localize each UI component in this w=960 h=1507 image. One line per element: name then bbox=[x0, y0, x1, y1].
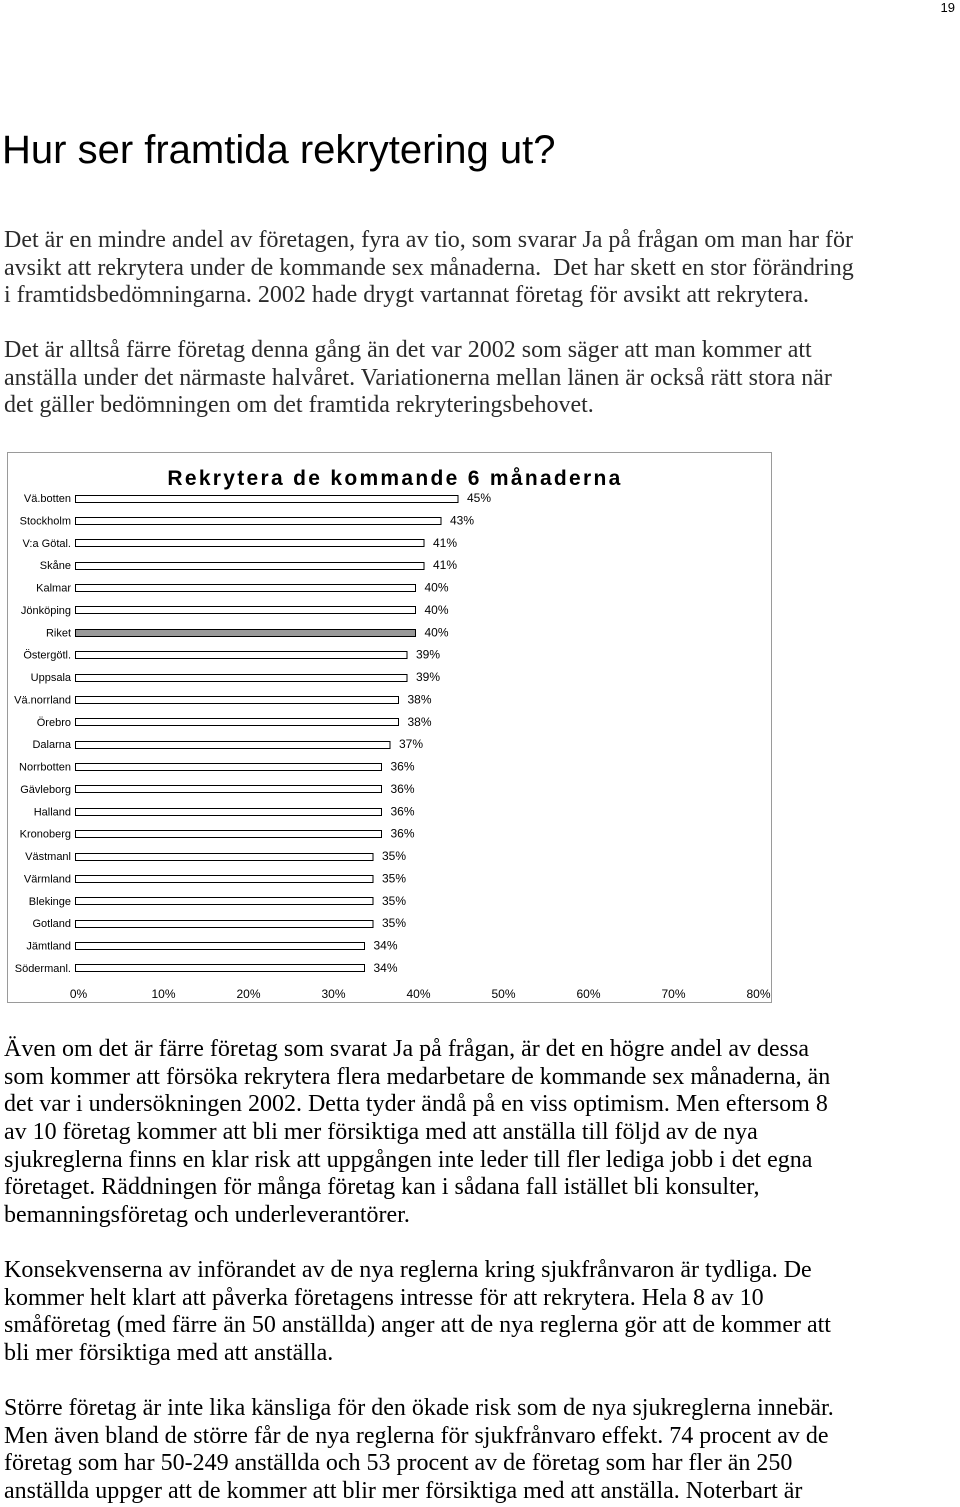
paragraph-line: Det är en mindre andel av företagen, fyra av tio, som svarar Ja på frågan om man har för bbox=[4, 227, 853, 253]
data-label: 35% bbox=[382, 893, 407, 908]
data-label: 38% bbox=[407, 692, 432, 707]
data-label: 38% bbox=[407, 714, 432, 729]
bar bbox=[76, 809, 382, 816]
bar bbox=[76, 876, 374, 883]
data-label: 40% bbox=[424, 625, 449, 640]
paragraph-line: avsikt att rekrytera under de kommande sex månaderna. Det har skett en stor förändring bbox=[4, 254, 854, 281]
bar bbox=[76, 719, 399, 726]
paragraph-line: bemanningsföretag och underleverantörer. bbox=[4, 1201, 410, 1228]
paragraph-intro-1 bbox=[4, 227, 854, 310]
bar bbox=[76, 764, 382, 771]
paragraph-line: småföretag (med färre än 50 anställda) anger att de nya reglerna gör att de kommer att bbox=[4, 1312, 831, 1339]
category-label: Riket bbox=[45, 627, 71, 640]
x-tick-label: 10% bbox=[151, 987, 176, 1001]
data-label: 36% bbox=[390, 759, 415, 774]
data-label: 36% bbox=[390, 781, 415, 796]
data-label: 35% bbox=[382, 871, 407, 886]
chart-title: Rekrytera de kommande 6 månaderna bbox=[167, 467, 623, 490]
category-label: Kronoberg bbox=[19, 828, 71, 841]
paragraph-intro-2 bbox=[4, 337, 832, 420]
data-label: 34% bbox=[373, 938, 398, 953]
data-label: 39% bbox=[416, 647, 441, 662]
category-label: Dalarna bbox=[32, 739, 71, 752]
paragraph-line: företaget. Räddningen för många företag kan i sådana fall istället bli konsulter, bbox=[4, 1174, 760, 1201]
data-label: 37% bbox=[399, 737, 424, 752]
data-label: 45% bbox=[467, 491, 492, 505]
data-label: 40% bbox=[424, 580, 449, 595]
data-label: 43% bbox=[450, 513, 475, 528]
paragraph-line: Det är alltså färre företag denna gång än det var 2002 som säger att man kommer att bbox=[4, 337, 812, 363]
category-label: Vä.botten bbox=[23, 493, 71, 505]
paragraph-5 bbox=[4, 1395, 834, 1506]
category-label: Västmanl bbox=[25, 851, 71, 864]
paragraph-line: kommer helt klart att påverka företagens intresse för att rekrytera. Hela 8 av 10 bbox=[4, 1284, 764, 1311]
category-label: Jönköping bbox=[20, 604, 71, 617]
bar bbox=[76, 831, 382, 838]
data-label: 40% bbox=[424, 602, 449, 617]
data-label: 41% bbox=[433, 558, 458, 573]
category-label: Östergötl. bbox=[23, 649, 71, 662]
category-label: Gävleborg bbox=[20, 783, 71, 796]
bar bbox=[76, 921, 374, 928]
category-label: Gotland bbox=[32, 918, 71, 931]
data-label: 35% bbox=[382, 849, 407, 864]
bar bbox=[76, 652, 408, 659]
bar bbox=[76, 540, 425, 547]
paragraph-4 bbox=[4, 1257, 831, 1368]
x-tick-label: 60% bbox=[576, 987, 601, 1001]
x-tick-label: 40% bbox=[406, 987, 431, 1001]
bar bbox=[76, 786, 382, 793]
category-label: Vä.norrland bbox=[14, 694, 71, 707]
bar bbox=[76, 607, 416, 614]
x-tick-label: 0% bbox=[69, 987, 88, 1001]
page-number: 19 bbox=[940, 0, 955, 15]
x-tick-label: 70% bbox=[661, 987, 686, 1001]
bar bbox=[76, 585, 416, 592]
category-label: V:a Götal. bbox=[22, 537, 71, 550]
paragraph-line: anställda uppger att de kommer att blir mer försiktiga med att anställa. Noterbart är bbox=[4, 1477, 803, 1504]
paragraph-3 bbox=[4, 1036, 830, 1229]
category-label: Halland bbox=[33, 806, 71, 819]
bar bbox=[76, 697, 399, 704]
paragraph-line: bli mer försiktiga med att anställa. bbox=[4, 1339, 334, 1366]
data-label: 34% bbox=[373, 961, 398, 975]
bar-chart bbox=[8, 453, 771, 1002]
data-label: 39% bbox=[416, 670, 441, 684]
data-label: 36% bbox=[390, 826, 415, 841]
category-label: Örebro bbox=[36, 716, 71, 729]
x-tick-label: 30% bbox=[321, 987, 346, 1001]
bar bbox=[76, 742, 391, 749]
bar bbox=[76, 563, 425, 570]
bar bbox=[76, 675, 408, 682]
paragraph-line: sjukreglerna finns en klar risk att uppgången inte leder till fler lediga jobb i det egna bbox=[4, 1146, 813, 1173]
paragraph-line: det gäller bedömningen om det framtida rekryteringsbehovet. bbox=[4, 392, 594, 419]
paragraph-line: som kommer att försöka rekrytera flera medarbetare de kommande sex månaderna, än bbox=[4, 1063, 831, 1090]
data-label: 41% bbox=[433, 535, 458, 550]
category-label: Norrbotten bbox=[19, 761, 71, 774]
category-label: Södermanl. bbox=[14, 963, 71, 975]
bar bbox=[76, 518, 442, 525]
paragraph-line: det var i undersökningen 2002. Detta tyder ändå på en viss optimism. Men eftersom 8 bbox=[4, 1091, 828, 1118]
category-label: Uppsala bbox=[30, 672, 71, 684]
paragraph-line: Men även bland de större får de nya reglerna för sjukfrånvaro effekt. 74 procent av de bbox=[4, 1422, 829, 1449]
category-label: Skåne bbox=[39, 560, 71, 573]
data-label: 35% bbox=[382, 916, 407, 931]
x-tick-label: 80% bbox=[746, 987, 771, 1001]
bar bbox=[76, 630, 416, 637]
bar bbox=[76, 965, 365, 972]
paragraph-line: Även om det är färre företag som svarat Ja på frågan, är det en högre andel av dessa bbox=[4, 1036, 809, 1062]
category-label: Jämtland bbox=[26, 940, 71, 953]
paragraph-line: Konsekvenserna av införandet av de nya reglerna kring sjukfrånvaron är tydliga. De bbox=[4, 1257, 812, 1283]
bar bbox=[76, 898, 374, 905]
paragraph-line: företag som har 50-249 anställda och 53 procent av de företag som har fler än 250 bbox=[4, 1450, 793, 1477]
paragraph-line: av 10 företag kommer att bli mer försiktiga med att anställa till följd av de nya bbox=[4, 1118, 758, 1145]
category-label: Värmland bbox=[23, 873, 71, 886]
data-label: 36% bbox=[390, 804, 415, 819]
paragraph-line: i framtidsbedömningarna. 2002 hade drygt vartannat företag för avsikt att rekrytera. bbox=[4, 282, 810, 309]
category-label: Stockholm bbox=[19, 515, 71, 528]
x-tick-label: 50% bbox=[491, 987, 516, 1001]
paragraph-line: anställa under det närmaste halvåret. Variationerna mellan länen är också rätt stora när bbox=[4, 364, 832, 391]
bar bbox=[76, 854, 374, 861]
bar bbox=[76, 943, 365, 950]
x-tick-label: 20% bbox=[236, 987, 261, 1001]
paragraph-line: Större företag är inte lika känsliga för den ökade risk som de nya sjukreglerna innebär. bbox=[4, 1395, 834, 1421]
bar bbox=[76, 496, 459, 503]
category-label: Blekinge bbox=[28, 895, 71, 908]
category-label: Kalmar bbox=[36, 582, 71, 595]
chart-figure bbox=[7, 452, 772, 1003]
page-title: Hur ser framtida rekrytering ut? bbox=[2, 128, 556, 172]
